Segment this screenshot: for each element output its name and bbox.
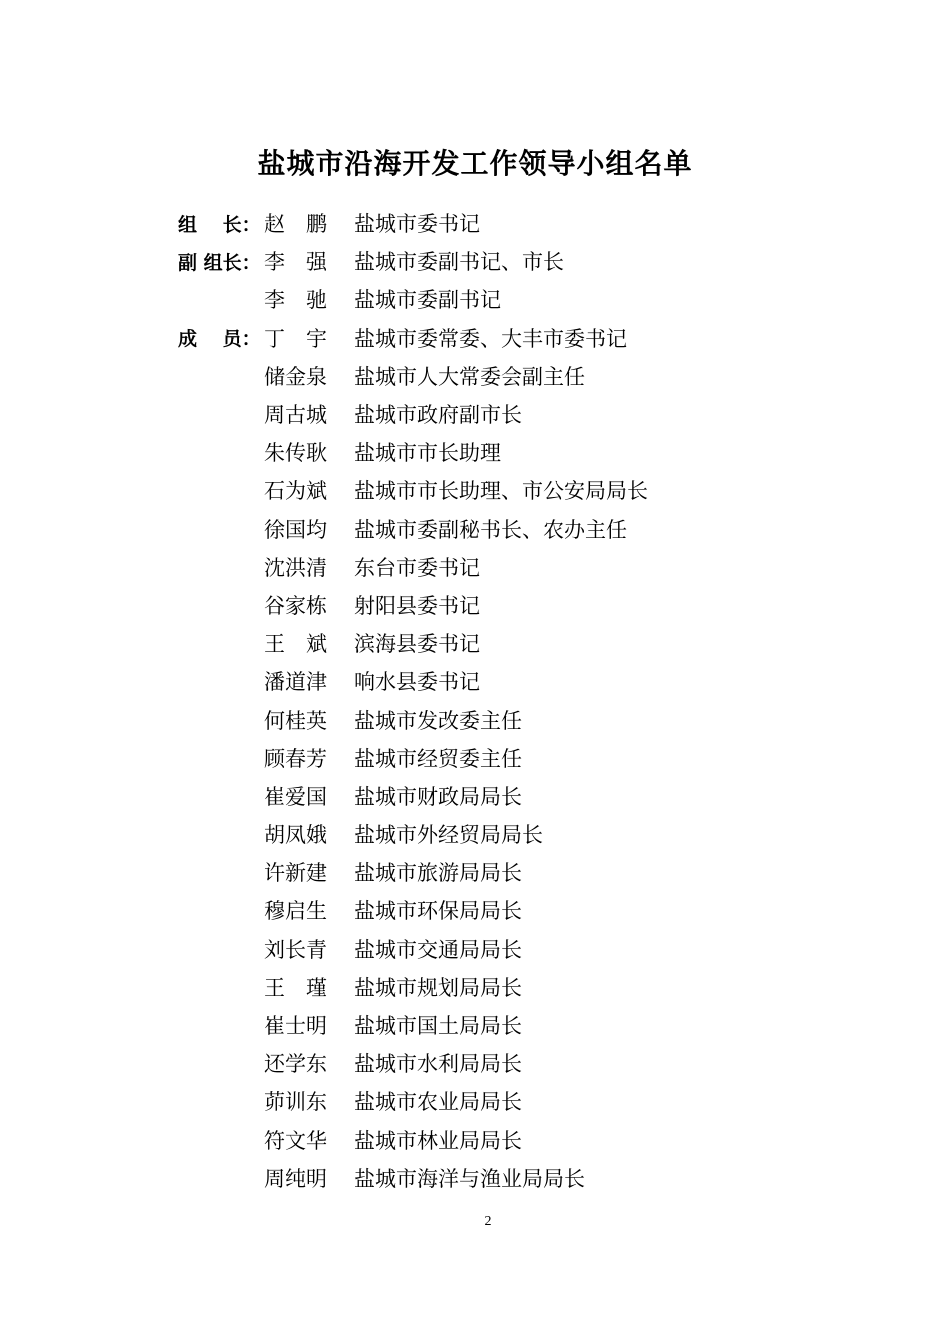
member-name: 王 瑾 (264, 975, 327, 1000)
member-row (178, 1082, 648, 1120)
member-name: 穆启生 (264, 899, 327, 924)
member-name: 王 斌 (264, 632, 327, 657)
member-position: 盐城市经贸委主任 (354, 746, 522, 771)
member-position: 盐城市政府副市长 (354, 403, 522, 428)
member-position: 盐城市环保局局长 (354, 899, 522, 924)
member-row (178, 815, 648, 853)
member-name: 茆训东 (264, 1090, 327, 1115)
member-row (178, 891, 648, 929)
member-name: 潘道津 (264, 670, 327, 695)
member-position: 盐城市委副秘书长、农办主任 (354, 517, 627, 542)
member-row (178, 1159, 648, 1197)
member-position: 盐城市规划局局长 (354, 975, 522, 1000)
member-name: 丁 宇 (264, 326, 327, 351)
member-row (178, 586, 648, 624)
member-name: 徐国均 (264, 517, 327, 542)
member-name: 还学东 (264, 1052, 327, 1077)
member-row (178, 853, 648, 891)
member-name: 沈洪清 (264, 555, 327, 580)
member-row (178, 662, 648, 700)
member-position: 盐城市委副书记 (354, 288, 501, 313)
member-position: 盐城市人大常委会副主任 (354, 364, 585, 389)
member-position: 滨海县委书记 (354, 632, 480, 657)
member-position: 盐城市发改委主任 (354, 708, 522, 733)
member-row (178, 280, 648, 318)
member-name: 赵 鹏 (264, 212, 327, 237)
member-row (178, 968, 648, 1006)
member-position: 盐城市委常委、大丰市委书记 (354, 326, 627, 351)
member-role-label: 副 组长： (178, 251, 261, 274)
member-position: 盐城市旅游局局长 (354, 861, 522, 886)
member-name: 周古城 (264, 403, 327, 428)
member-position: 东台市委书记 (354, 555, 480, 580)
member-name: 石为斌 (264, 479, 327, 504)
member-name: 周纯明 (264, 1166, 327, 1191)
member-position: 盐城市海洋与渔业局局长 (354, 1166, 585, 1191)
member-position: 盐城市农业局局长 (354, 1090, 522, 1115)
member-position: 盐城市市长助理、市公安局局长 (354, 479, 648, 504)
member-name: 朱传耿 (264, 441, 327, 466)
member-row (178, 471, 648, 509)
member-role-label: 组 长： (178, 213, 261, 236)
member-row (178, 548, 648, 586)
member-row (178, 624, 648, 662)
member-name: 符文华 (264, 1128, 327, 1153)
page-number: 2 (484, 1214, 492, 1229)
member-position: 盐城市国土局局长 (354, 1014, 522, 1039)
member-row (178, 242, 648, 280)
member-position: 盐城市财政局局长 (354, 784, 522, 809)
member-position: 盐城市交通局局长 (354, 937, 522, 962)
member-position: 盐城市市长助理 (354, 441, 501, 466)
member-position: 盐城市委书记 (354, 212, 480, 237)
member-name: 顾春芳 (264, 746, 327, 771)
member-name: 胡凤娥 (264, 823, 327, 848)
member-name: 储金泉 (264, 364, 327, 389)
member-row (178, 1044, 648, 1082)
member-row (178, 1121, 648, 1159)
member-position: 盐城市水利局局长 (354, 1052, 522, 1077)
member-row (178, 1006, 648, 1044)
member-row (178, 204, 648, 242)
member-position: 盐城市外经贸局局长 (354, 823, 543, 848)
member-name: 刘长青 (264, 937, 327, 962)
member-position: 盐城市林业局局长 (354, 1128, 522, 1153)
member-name: 李 驰 (264, 288, 327, 313)
member-row (178, 739, 648, 777)
member-row (178, 777, 648, 815)
member-row (178, 319, 648, 357)
member-row (178, 510, 648, 548)
member-list (178, 204, 648, 1197)
page-title: 盐城市沿海开发工作领导小组名单 (257, 147, 693, 180)
member-row (178, 700, 648, 738)
member-row (178, 930, 648, 968)
member-role-label: 成 员： (178, 328, 261, 351)
member-name: 何桂英 (264, 708, 327, 733)
member-row (178, 433, 648, 471)
member-row (178, 357, 648, 395)
member-position: 响水县委书记 (354, 670, 480, 695)
member-name: 崔爱国 (264, 784, 327, 809)
member-name: 崔士明 (264, 1014, 327, 1039)
member-name: 李 强 (264, 250, 327, 275)
member-position: 盐城市委副书记、市长 (354, 250, 564, 275)
member-name: 许新建 (264, 861, 327, 886)
member-row (178, 395, 648, 433)
member-name: 谷家栋 (264, 593, 327, 618)
member-position: 射阳县委书记 (354, 593, 480, 618)
